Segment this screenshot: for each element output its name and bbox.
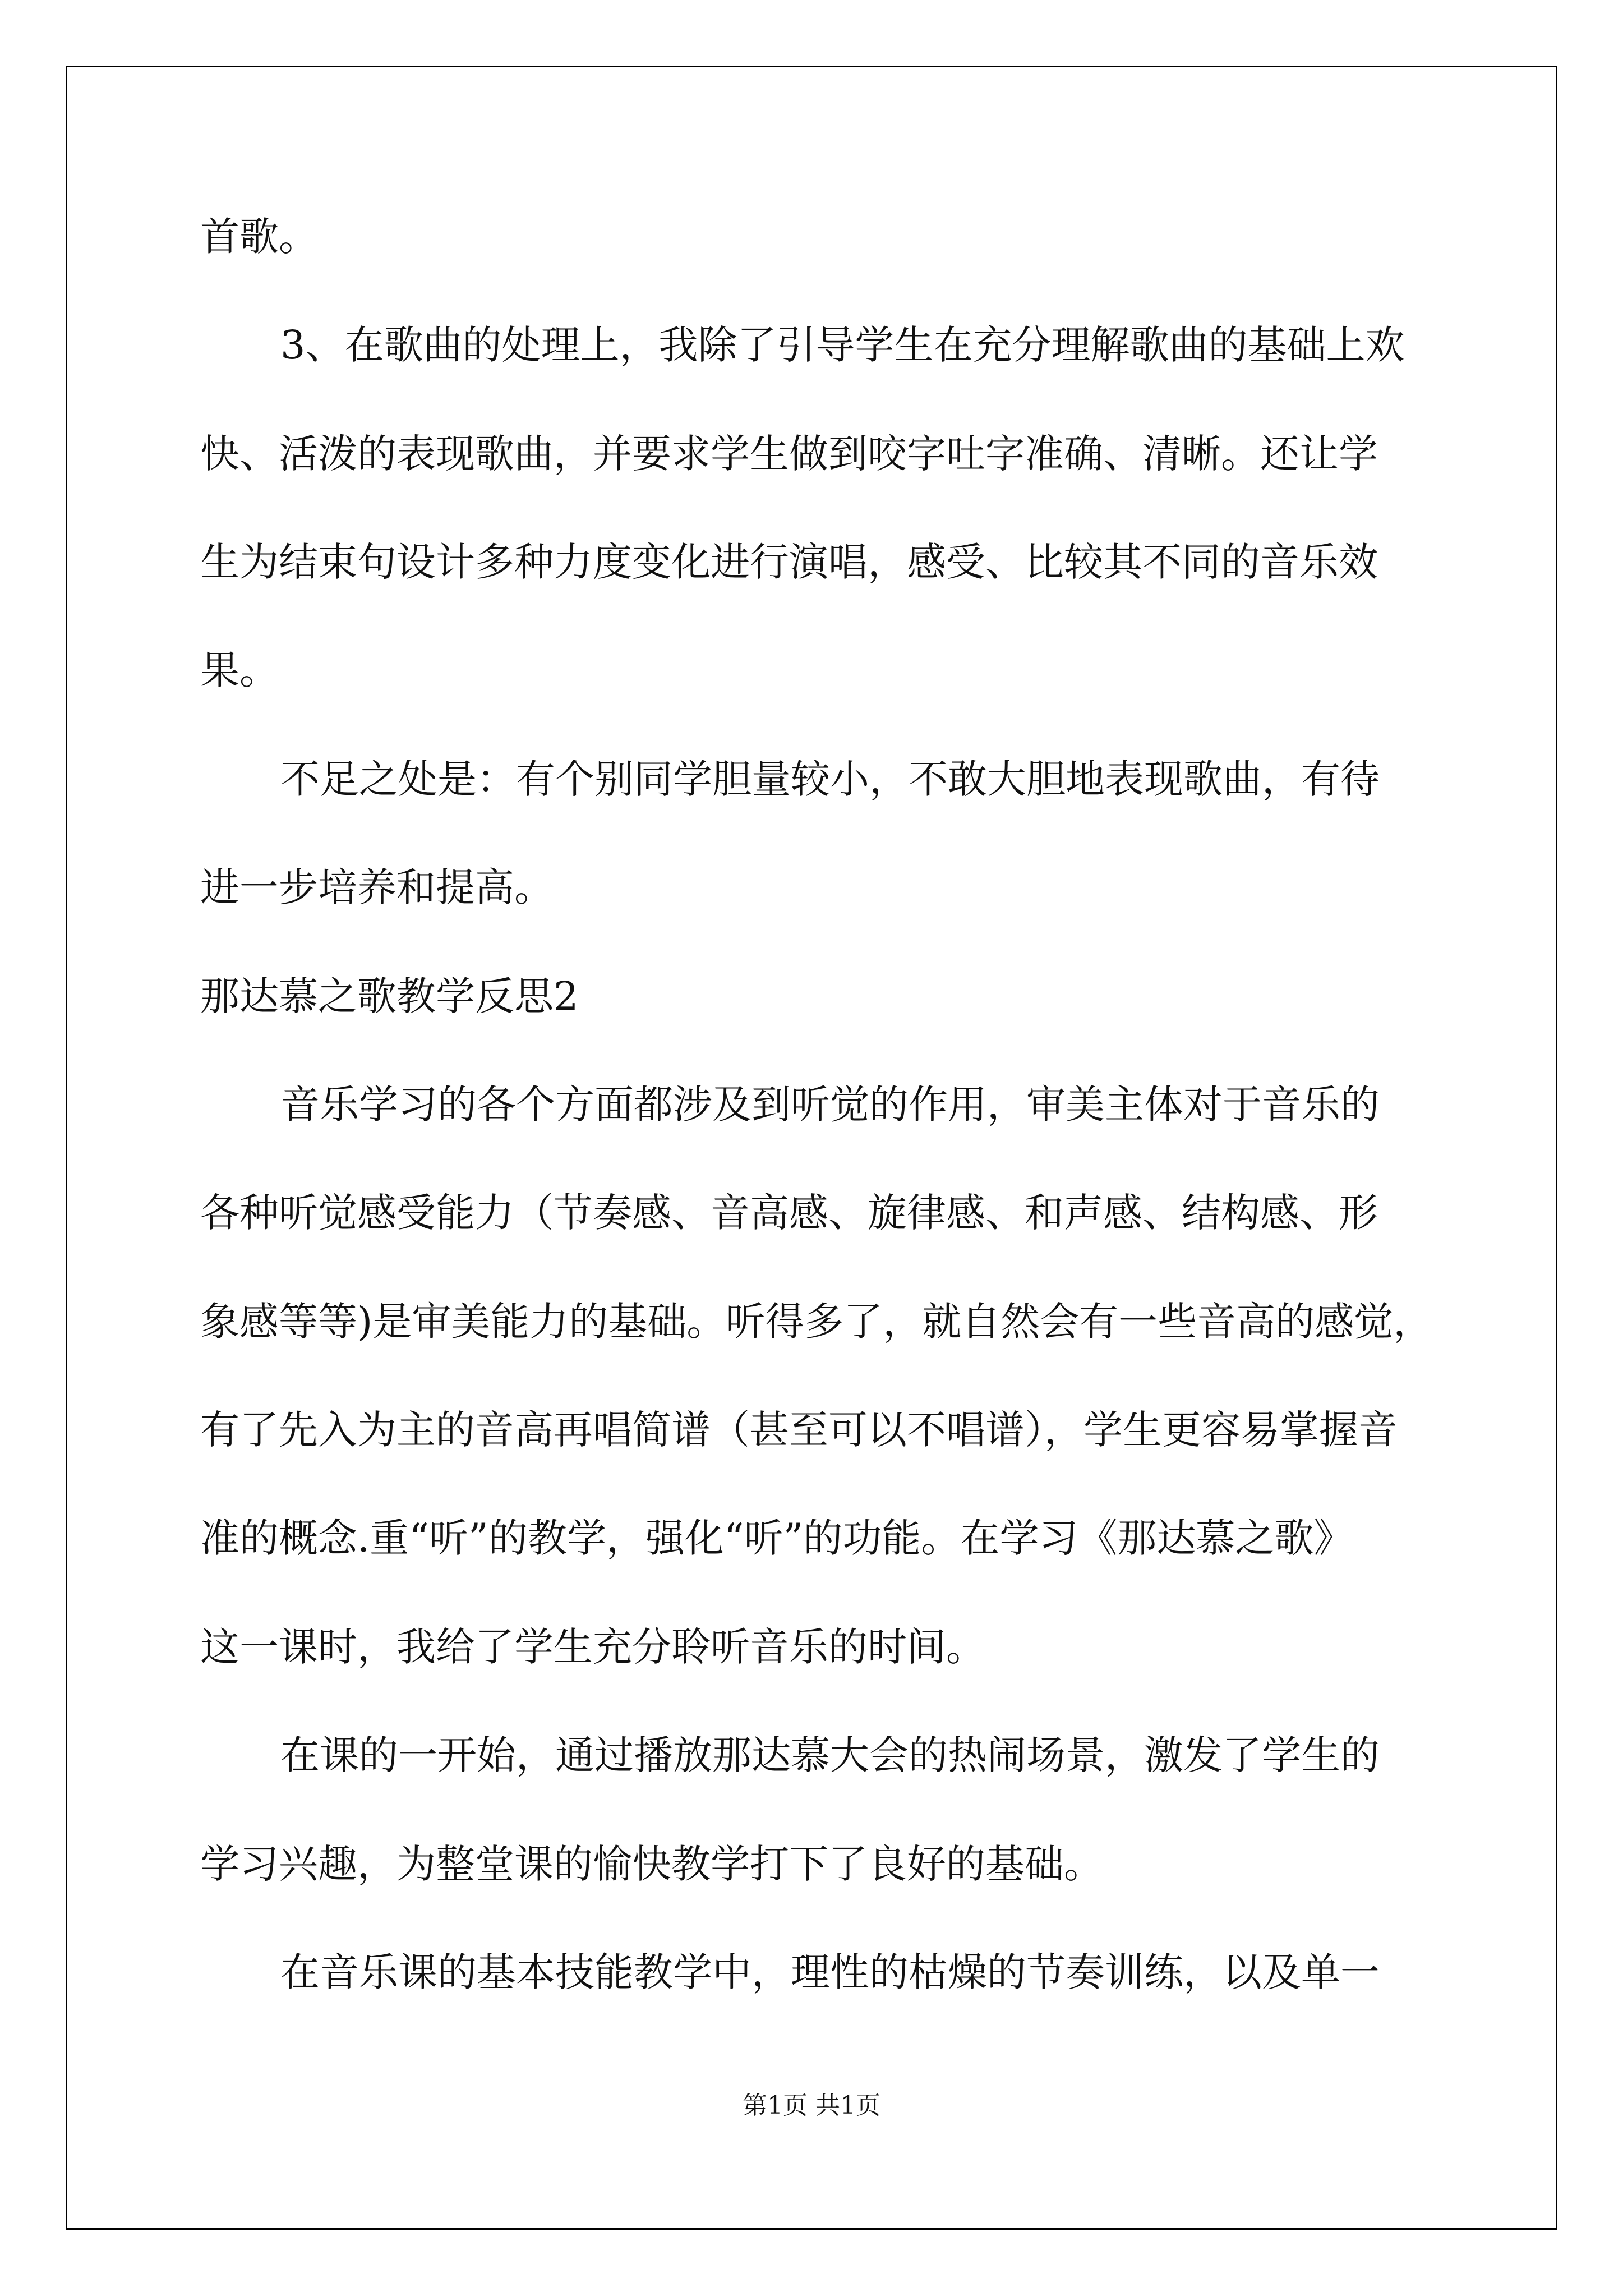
body-line: 象感等等)是审美能力的基础。听得多了，就自然会有一些音高的感觉，	[200, 1299, 1433, 1345]
body-line: 在课的一开始，通过播放那达慕大会的热闹场景，激发了学生的	[280, 1732, 1380, 1778]
body-line: 生为结束句设计多种力度变化进行演唱，感受、比较其不同的音乐效	[200, 539, 1378, 585]
body-line: 进一步培养和提高。	[200, 864, 554, 910]
body-line: 学习兴趣，为整堂课的愉快教学打下了良好的基础。	[200, 1841, 1103, 1887]
body-line: 准的概念.重“听”的教学，强化“听”的功能。在学习《那达慕之歌》	[200, 1515, 1353, 1561]
body-line: 果。	[200, 647, 279, 693]
page-border	[66, 66, 1557, 2230]
body-line: 有了先入为主的音高再唱简谱（甚至可以不唱谱），学生更容易掌握音	[200, 1407, 1398, 1453]
body-line: 首歌。	[200, 214, 318, 260]
page-number-footer: 第1页 共1页	[743, 2091, 880, 2120]
body-line: 各种听觉感受能力（节奏感、音高感、旋律感、和声感、结构感、形	[200, 1190, 1378, 1236]
body-line: 快、活泼的表现歌曲，并要求学生做到咬字吐字准确、清晰。还让学	[200, 431, 1378, 477]
body-line: 3、在歌曲的处理上，我除了引导学生在充分理解歌曲的基础上欢	[280, 322, 1405, 368]
body-line: 音乐学习的各个方面都涉及到听觉的作用，审美主体对于音乐的	[280, 1082, 1380, 1128]
body-line: 不足之处是：有个别同学胆量较小，不敢大胆地表现歌曲，有待	[280, 756, 1380, 802]
body-line: 在音乐课的基本技能教学中，理性的枯燥的节奏训练，以及单一	[280, 1949, 1380, 1995]
section-heading: 那达慕之歌教学反思2	[200, 973, 579, 1019]
body-line: 这一课时，我给了学生充分聆听音乐的时间。	[200, 1624, 985, 1670]
